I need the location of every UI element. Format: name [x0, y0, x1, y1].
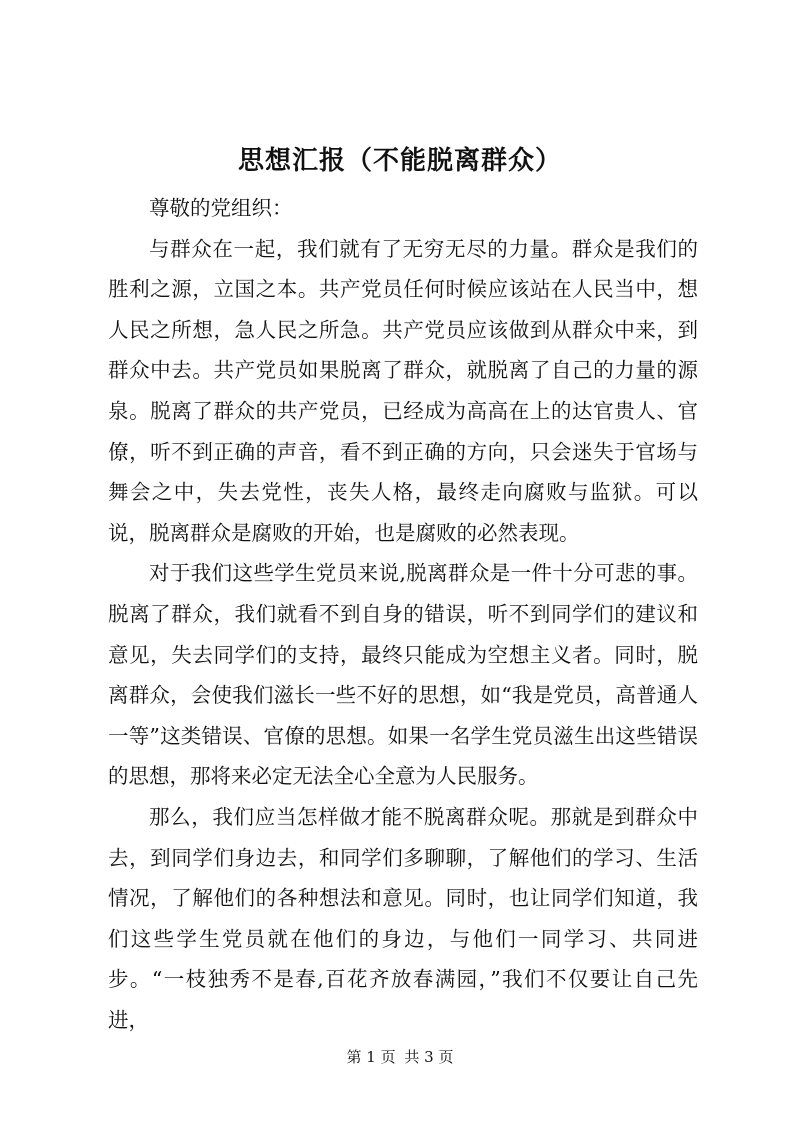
document-body [108, 188, 698, 1040]
paragraph-3: 那么，我们应当怎样做才能不脱离群众呢。那就是到群众中去，到同学们身边去，和同学们多聊聊，了解他们的学习、生活情况，了解他们的各种想法和意见。同时，也让同学们知道，我们这些学生党员就在他们的身边，与他们一同学习、共同进步。“一枝独秀不是春,百花齐放春满园，”我们不仅要让自己先进， [108, 804, 698, 1032]
page-number: 第 1 页 [346, 1048, 396, 1066]
page-total: 共 3 页 [404, 1048, 454, 1066]
document-title: 思想汇报（不能脱离群众） [237, 146, 562, 176]
paragraph-2: 对于我们这些学生党员来说,脱离群众是一件十分可悲的事。脱离了群众，我们就看不到自身的错误，听不到同学们的建议和意见，失去同学们的支持，最终只能成为空想主义者。同时，脱离群众，会使我们滋长一些不好的思想，如“我是党员，高普通人一等”这类错误、官僚的思想。如果一名学生党员滋生出这些错误的思想，那将来必定无法全心全意为人民服务。 [108, 561, 698, 789]
paragraph-1: 与群众在一起，我们就有了无穷无尽的力量。群众是我们的胜利之源，立国之本。共产党员任何时候应该站在人民当中，想人民之所想，急人民之所急。共产党员应该做到从群众中来，到群众中去。共产党员如果脱离了群众，就脱离了自己的力量的源泉。脱离了群众的共产党员，已经成为高高在上的达官贵人、官僚，听不到正确的声音，看不到正确的方向，只会迷失于官场与舞会之中，失去党性，丧失人格，最终走向腐败与监狱。可以说，脱离群众是腐败的开始，也是腐败的必然表现。 [108, 236, 698, 545]
salutation: 尊敬的党组织： [149, 196, 293, 220]
page-footer [0, 1046, 800, 1067]
